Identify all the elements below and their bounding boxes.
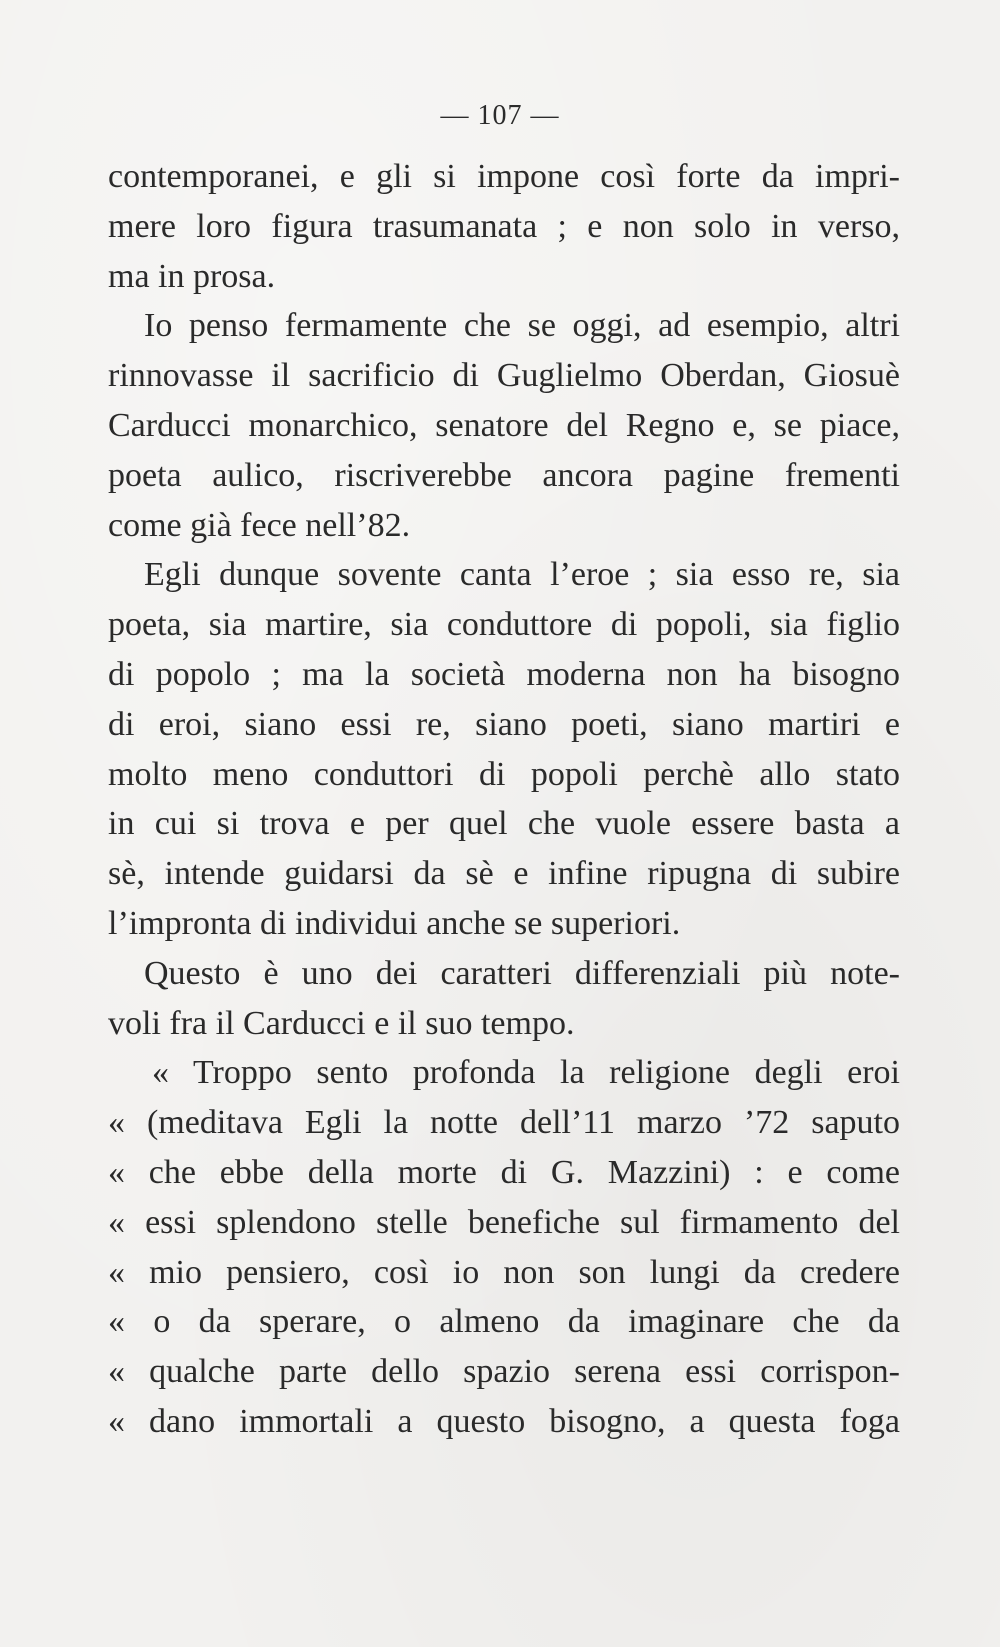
quote-line: « dano immortali a questo bisogno, a questa foga bbox=[108, 1402, 900, 1440]
text-line: contemporanei, e gli si impone così forte da impri- bbox=[108, 158, 900, 195]
text-line: di popolo ; ma la società moderna non ha bisogno bbox=[108, 655, 900, 693]
text-line: di eroi, siano essi re, siano poeti, siano martiri e bbox=[108, 705, 900, 743]
text-line: mere loro figura trasumanata ; e non solo in verso, bbox=[108, 207, 900, 245]
text-line: Carducci monarchico, senatore del Regno e, se piace, bbox=[108, 406, 900, 444]
text-line: Io penso fermamente che se oggi, ad esempio, altri bbox=[144, 307, 900, 345]
text-line: molto meno conduttori di popoli perchè allo stato bbox=[108, 755, 900, 793]
text-line: sè, intende guidarsi da sè e infine ripugna di subire bbox=[108, 855, 900, 893]
quote-line: « (meditava Egli la notte dell’11 marzo ’72 saputo bbox=[108, 1104, 900, 1142]
quote-line: « mio pensiero, così io non son lungi da credere bbox=[108, 1253, 900, 1291]
text-line: poeta aulico, riscriverebbe ancora pagine frementi bbox=[108, 456, 900, 494]
body-text bbox=[108, 152, 900, 1447]
text-line: Questo è uno dei caratteri differenziali più note- bbox=[144, 954, 900, 992]
text-line: in cui si trova e per quel che vuole essere basta a bbox=[108, 805, 900, 843]
text-line: come già fece nell’82. bbox=[108, 506, 411, 544]
text-line: voli fra il Carducci e il suo tempo. bbox=[108, 1004, 575, 1042]
quote-line: « o da sperare, o almeno da imaginare che da bbox=[108, 1303, 900, 1341]
text-line: Egli dunque sovente canta l’eroe ; sia esso re, sia bbox=[144, 556, 900, 594]
text-line: ma in prosa. bbox=[108, 257, 276, 295]
quote-line: « essi splendono stelle benefiche sul firmamento del bbox=[108, 1203, 900, 1241]
quote-line: « che ebbe della morte di G. Mazzini) : e come bbox=[108, 1153, 900, 1191]
text-line: rinnovasse il sacrificio di Guglielmo Oberdan, Giosuè bbox=[108, 357, 900, 395]
page-number: — 107 — bbox=[440, 100, 560, 131]
text-line: poeta, sia martire, sia conduttore di popoli, sia figlio bbox=[108, 606, 900, 644]
quote-line: « qualche parte dello spazio serena essi corrispon- bbox=[108, 1353, 900, 1391]
text-line: l’impronta di individui anche se superiori. bbox=[108, 904, 681, 942]
quote-line: « Troppo sento profonda la religione degli eroi bbox=[152, 1054, 900, 1092]
